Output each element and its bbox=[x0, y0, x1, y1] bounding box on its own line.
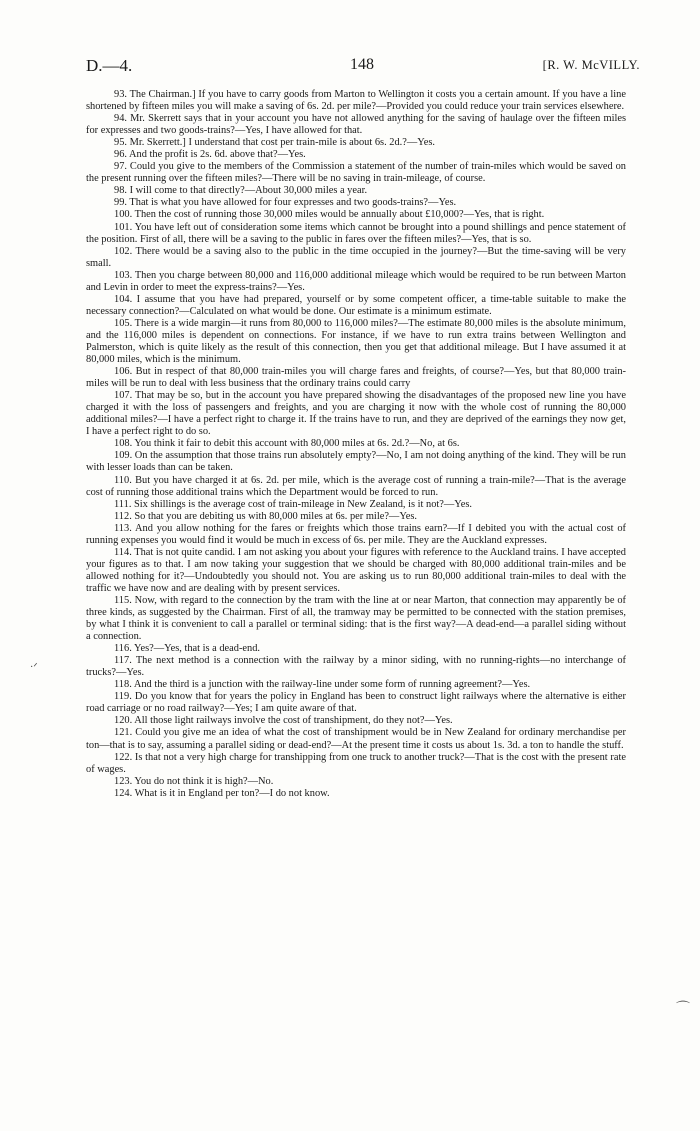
qa-paragraph: 102. There would be a saving also to the public in the time occupied in the journey?—But the time-saving will be very small. bbox=[86, 245, 626, 269]
qa-paragraph: 118. And the third is a junction with the railway-line under some form of running agreement?—Yes. bbox=[114, 679, 531, 691]
page-header bbox=[86, 56, 640, 78]
qa-paragraph: 106. But in respect of that 80,000 train-miles you will charge fares and freights, of course?—Yes, but that 80,000 train-miles will be run to deal with less business that the ordinary trains could carry bbox=[86, 366, 626, 390]
qa-paragraph: 97. Could you give to the members of the Commission a statement of the number of train-miles which would be saved on the present running over the fifteen miles?—There will be no saving in train-mileage, of course. bbox=[86, 161, 626, 185]
qa-paragraph: 115. Now, with regard to the connection by the tram with the line at or near Marton, that connection may apparently be of three kinds, as suggested by the Chairman. First of all, the tramway may be permitted to be connected with the station premises, by what I think it is convenient to call a parallel or terminal siding: that is the first way?—A dead-end—a parallel siding without a connection. bbox=[86, 594, 626, 643]
qa-paragraph: 93. The Chairman.] If you have to carry goods from Marton to Wellington it costs you a certain amount. If you have a line shortened by fifteen miles you will make a saving of 6s. 2d. per mile?—Provided you could reduce your train services elsewhere. bbox=[86, 89, 626, 113]
qa-paragraph: 108. You think it fair to debit this account with 80,000 miles at 6s. 2d.?—No, at 6s. bbox=[114, 438, 460, 450]
qa-paragraph: 98. I will come to that directly?—About 30,000 miles a year. bbox=[114, 185, 368, 197]
qa-paragraph: 112. So that you are debiting us with 80,000 miles at 6s. per mile?—Yes. bbox=[114, 510, 418, 522]
document-code: D.—4. bbox=[86, 56, 133, 75]
qa-paragraph: 116. Yes?—Yes, that is a dead-end. bbox=[114, 643, 261, 655]
qa-paragraph: 122. Is that not a very high charge for transhipping from one truck to another truck?—That is the cost with the present rate of wages. bbox=[86, 751, 626, 775]
witness-name: [R. W. McVILLY. bbox=[542, 58, 640, 72]
qa-paragraph: 114. That is not quite candid. I am not asking you about your figures with reference to the Auckland trains. I have accepted your figures as to that. I am now taking your suggestion that we should be charged with 80,000 additional train-miles and be allowed nothing for it?—Undoubtedly you should not. You are asking us to run 80,000 additional train-miles to deal with the traffic we have now and are dealing with by present services. bbox=[86, 546, 626, 594]
qa-paragraph: 123. You do not think it is high?—No. bbox=[114, 775, 274, 787]
qa-paragraph: 113. And you allow nothing for the fares or freights which those trains earn?—If I debited you with the actual cost of running expenses you would find it would be much in excess of 6s. per mile. They are the Auckland expresses. bbox=[86, 522, 626, 546]
qa-paragraph: 121. Could you give me an idea of what the cost of transhipment would be in New Zealand for ordinary merchandise per ton—that is to say, assuming a parallel siding or dead-end?—At the present time it costs us about 1s. 3d. a ton to handle the stuff. bbox=[86, 727, 626, 751]
qa-paragraph: 104. I assume that you have had prepared, yourself or by some competent officer, a time-table suitable to make the necessary connection?—Calculated on what would be done. Our estimate is a minimum estimate. bbox=[86, 293, 626, 317]
qa-paragraph: 95. Mr. Skerrett.] I understand that cost per train-mile is about 6s. 2d.?—Yes. bbox=[114, 137, 435, 149]
qa-paragraph: 110. But you have charged it at 6s. 2d. per mile, which is the average cost of running a train-mile?—That is the average cost of running those additional trains which the Department would be forced to run. bbox=[86, 474, 626, 498]
qa-paragraph: 105. There is a wide margin—it runs from 80,000 to 116,000 miles?—The estimate 80,000 miles is the absolute minimum, and the 116,000 miles is dependent on connections. For instance, if we have to run extra trains between Wellington and Palmerston, which is quite likely as the result of this connection, then you get that additional mileage. But I have assumed it at 80,000 miles, which is the minimum. bbox=[86, 317, 626, 366]
margin-mark: ·ᐟ bbox=[30, 662, 38, 673]
qa-paragraph: 119. Do you know that for years the policy in England has been to construct light railways where the alternative is either road carriage or no road railway?—Yes; I am quite aware of that. bbox=[86, 691, 626, 715]
transcript-body bbox=[86, 89, 626, 800]
qa-paragraph: 96. And the profit is 2s. 6d. above that?—Yes. bbox=[114, 149, 306, 161]
qa-paragraph: 120. All those light railways involve the cost of transhipment, do they not?—Yes. bbox=[114, 715, 453, 727]
qa-paragraph: 94. Mr. Skerrett says that in your account you have not allowed anything for the saving of haulage over the fifteen miles for expresses and two goods-trains?—Yes, I have allowed for that. bbox=[86, 113, 626, 137]
qa-paragraph: 100. Then the cost of running those 30,000 miles would be annually about £10,000?—Yes, that is right. bbox=[114, 209, 545, 221]
margin-mark: ⌒ bbox=[676, 1002, 690, 1017]
qa-paragraph: 109. On the assumption that those trains run absolutely empty?—No, I am not doing anything of the kind. They will be run with lesser loads than can be taken. bbox=[86, 450, 626, 474]
qa-paragraph: 111. Six shillings is the average cost of train-mileage in New Zealand, is it not?—Yes. bbox=[114, 498, 473, 510]
qa-paragraph: 107. That may be so, but in the account you have prepared showing the disadvantages of the proposed new line you have charged it with the loss of passengers and freights, and you are charging it now with the whole cost of running the 80,000 additional miles?—I have a perfect right to charge it. If the trains have to run, and they are deprived of the earnings they now get, I have a perfect right to do so. bbox=[86, 390, 626, 438]
qa-paragraph: 103. Then you charge between 80,000 and 116,000 additional mileage which would be required to be run between Marton and Levin in order to meet the express-trains?—Yes. bbox=[86, 269, 626, 293]
page-number: 148 bbox=[350, 56, 374, 73]
qa-paragraph: 101. You have left out of consideration some items which cannot be brought into a pound shillings and pence statement of the position. First of all, there will be a saving to the public in fares over the fifteen miles?—Yes, that is so. bbox=[86, 221, 626, 245]
qa-paragraph: 124. What is it in England per ton?—I do not know. bbox=[114, 787, 330, 799]
qa-paragraph: 117. The next method is a connection with the railway by a minor siding, with no running-rights—no interchange of trucks?—Yes. bbox=[86, 655, 626, 679]
qa-paragraph: 99. That is what you have allowed for four expresses and two goods-trains?—Yes. bbox=[114, 197, 457, 209]
